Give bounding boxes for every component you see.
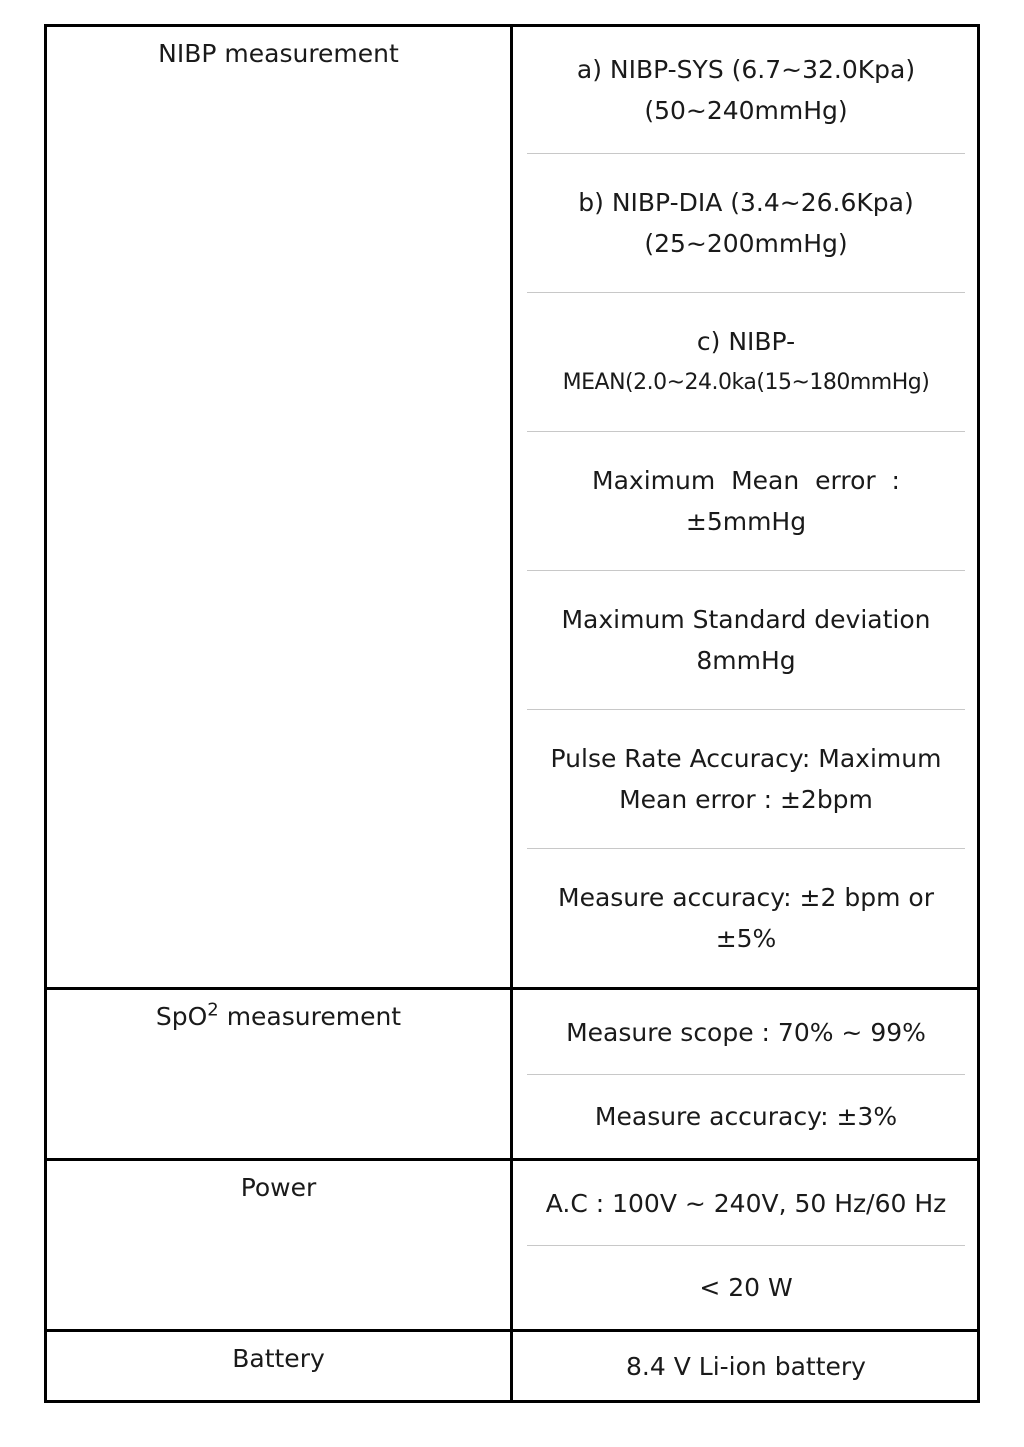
value-text: Measure accuracy: ±2 bpm or ±5% xyxy=(558,883,934,953)
value-text: Measure accuracy: ±3% xyxy=(594,1102,898,1131)
value-text: < 20 W xyxy=(699,1273,793,1302)
value-item xyxy=(527,848,965,987)
value-item xyxy=(527,1161,965,1245)
row-values xyxy=(513,990,977,1158)
value-text: c) NIBP- xyxy=(696,327,796,356)
row-label: Battery xyxy=(47,1332,513,1400)
value-text: b) NIBP-DIA (3.4~26.6Kpa) (25~200mmHg) xyxy=(578,188,914,258)
value-item xyxy=(527,1074,965,1158)
row-values xyxy=(513,1332,977,1400)
value-text: MEAN(2.0~24.0ka(15~180mmHg) xyxy=(562,370,930,395)
row-label-main: SpO xyxy=(155,1002,208,1031)
value-item xyxy=(527,1245,965,1329)
table-row xyxy=(47,27,977,987)
value-text: A.C : 100V ~ 240V, 50 Hz/60 Hz xyxy=(545,1188,947,1218)
value-text: 8.4 V Li-ion battery xyxy=(626,1351,866,1381)
row-label-superscript: 2 xyxy=(207,999,219,1021)
value-item xyxy=(527,990,965,1074)
value-item xyxy=(527,709,965,848)
row-label: Power xyxy=(47,1161,513,1329)
table-row xyxy=(47,1329,977,1400)
value-item xyxy=(527,570,965,709)
value-item xyxy=(527,27,965,153)
value-text: Maximum Standard deviation 8mmHg xyxy=(561,605,931,675)
row-values xyxy=(513,27,977,987)
value-item xyxy=(527,292,965,431)
table-row xyxy=(47,987,977,1158)
value-text: a) NIBP-SYS (6.7~32.0Kpa) (50~240mmHg) xyxy=(576,55,916,125)
row-values xyxy=(513,1161,977,1329)
row-label xyxy=(47,990,513,1158)
table-row xyxy=(47,1158,977,1329)
value-item xyxy=(527,153,965,292)
spec-table xyxy=(44,24,980,1403)
row-label: NIBP measurement xyxy=(47,27,513,987)
value-item xyxy=(527,431,965,570)
value-text: Maximum Mean error : ±5mmHg xyxy=(592,466,916,536)
value-text: Measure scope : 70% ~ 99% xyxy=(566,1017,926,1047)
value-item xyxy=(527,1332,965,1400)
value-text: Pulse Rate Accuracy: Maximum Mean error : ±2bpm xyxy=(550,744,942,814)
row-label-rest: measurement xyxy=(218,1002,402,1031)
